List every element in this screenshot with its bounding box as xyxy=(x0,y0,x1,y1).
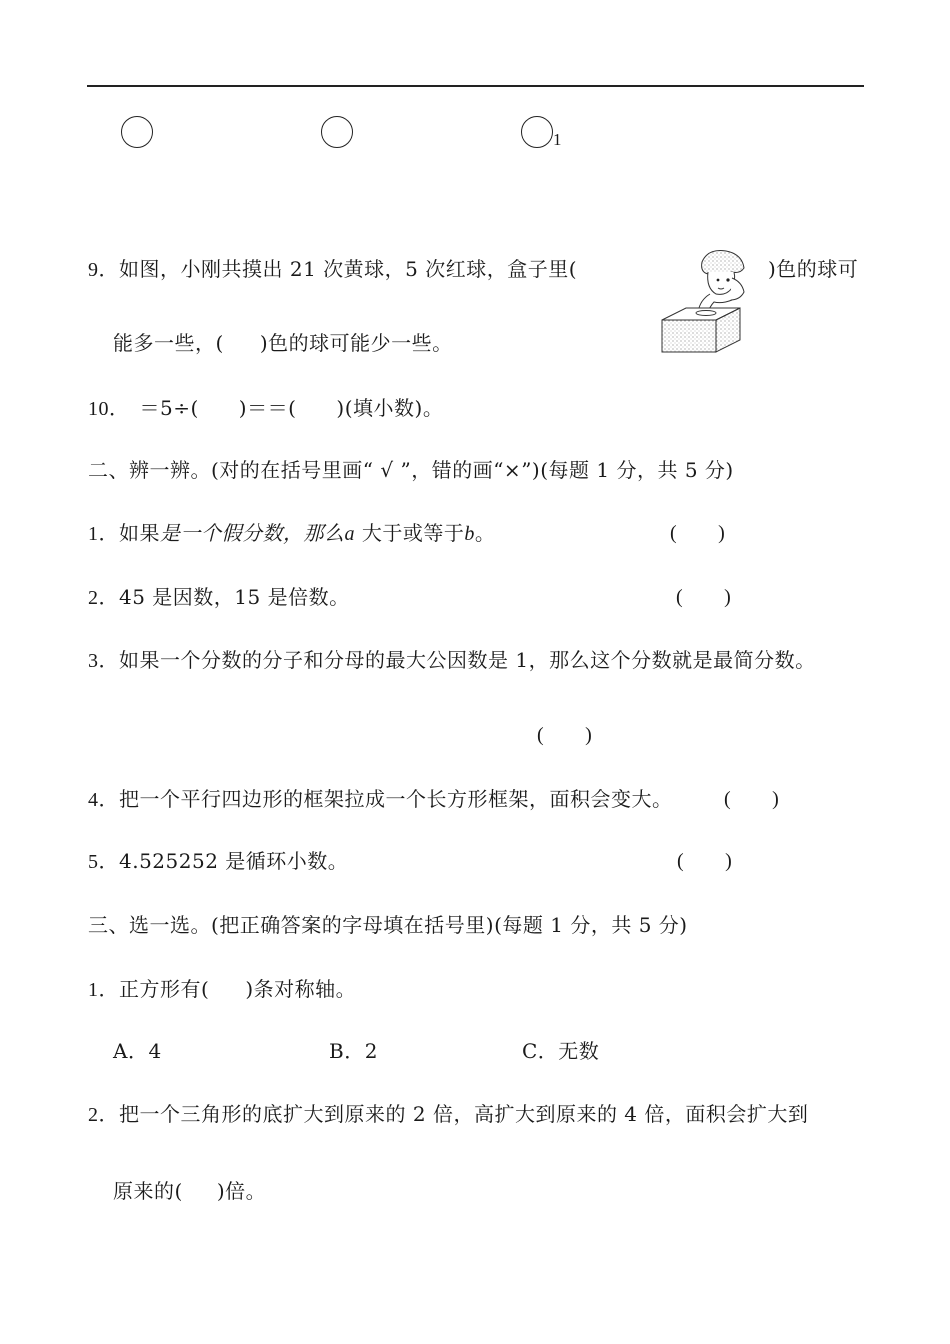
q9-text-a: 如图，小刚共摸出 21 次黄球，5 次红球，盒子里( xyxy=(119,257,578,281)
s2-item-4: 4．把一个平行四边形的框架拉成一个长方形框架，面积会变大。 xyxy=(88,787,673,811)
s3-item-1: 1．正方形有( )条对称轴。 xyxy=(88,977,357,1001)
oval-blank-2 xyxy=(321,116,353,148)
q10-number: 10． xyxy=(88,398,130,420)
oval-blank-3 xyxy=(521,116,553,148)
s2-answer-box-3[interactable]: ( ) xyxy=(537,724,593,746)
q10-part-c: )(填小数)。 xyxy=(336,396,444,420)
oval-blank-1 xyxy=(121,116,153,148)
s2-item-5: 5．4.525252 是循环小数。 xyxy=(88,849,349,873)
top-divider xyxy=(87,85,864,87)
s2-answer-box-5[interactable]: ( ) xyxy=(677,850,733,872)
s2-answer-box-4[interactable]: ( ) xyxy=(724,788,780,810)
section2-title: 二、辨一辨。(对的在括号里画“ √ ”，错的画“×”)(每题 1 分，共 5 分) xyxy=(88,458,734,482)
s3-item-1-option-c[interactable]: C．无数 xyxy=(522,1039,600,1063)
s2-item-1: 1．如果是一个假分数，那么a 大于或等于b。 xyxy=(88,521,496,545)
q9-line2-a: 能多一些，( xyxy=(113,331,224,355)
s2-answer-box-2[interactable]: ( ) xyxy=(676,586,732,608)
s3-item-2-line1: 2．把一个三角形的底扩大到原来的 2 倍，高扩大到原来的 4 倍，面积会扩大到 xyxy=(88,1102,809,1126)
boy-with-box-illustration xyxy=(660,248,778,356)
q9-text-b: )色的球可 xyxy=(768,257,859,281)
s3-item-1-option-b[interactable]: B．2 xyxy=(329,1039,378,1063)
s2-item-2: 2．45 是因数，15 是倍数。 xyxy=(88,585,350,609)
section3-title: 三、选一选。(把正确答案的字母填在括号里)(每题 1 分，共 5 分) xyxy=(88,913,688,937)
q10-part-b: )＝＝( xyxy=(238,396,297,420)
q9-number: 9． xyxy=(88,259,119,281)
s3-item-1-option-a[interactable]: A．4 xyxy=(113,1039,162,1063)
q10-part-a: ＝5÷( xyxy=(139,396,199,420)
oval-subscript: 1 xyxy=(553,130,562,149)
q9-line2-b: )色的球可能少一些。 xyxy=(259,331,453,355)
q9-line2 xyxy=(113,330,453,356)
q10-line xyxy=(88,395,443,422)
q9-line1-end xyxy=(768,256,858,282)
s3-item-2-line2: 原来的( )倍。 xyxy=(113,1179,267,1203)
q9-line1 xyxy=(88,256,577,283)
s2-answer-box-1[interactable]: ( ) xyxy=(670,522,726,544)
s2-item-3: 3．如果一个分数的分子和分母的最大公因数是 1，那么这个分数就是最简分数。 xyxy=(88,648,816,672)
